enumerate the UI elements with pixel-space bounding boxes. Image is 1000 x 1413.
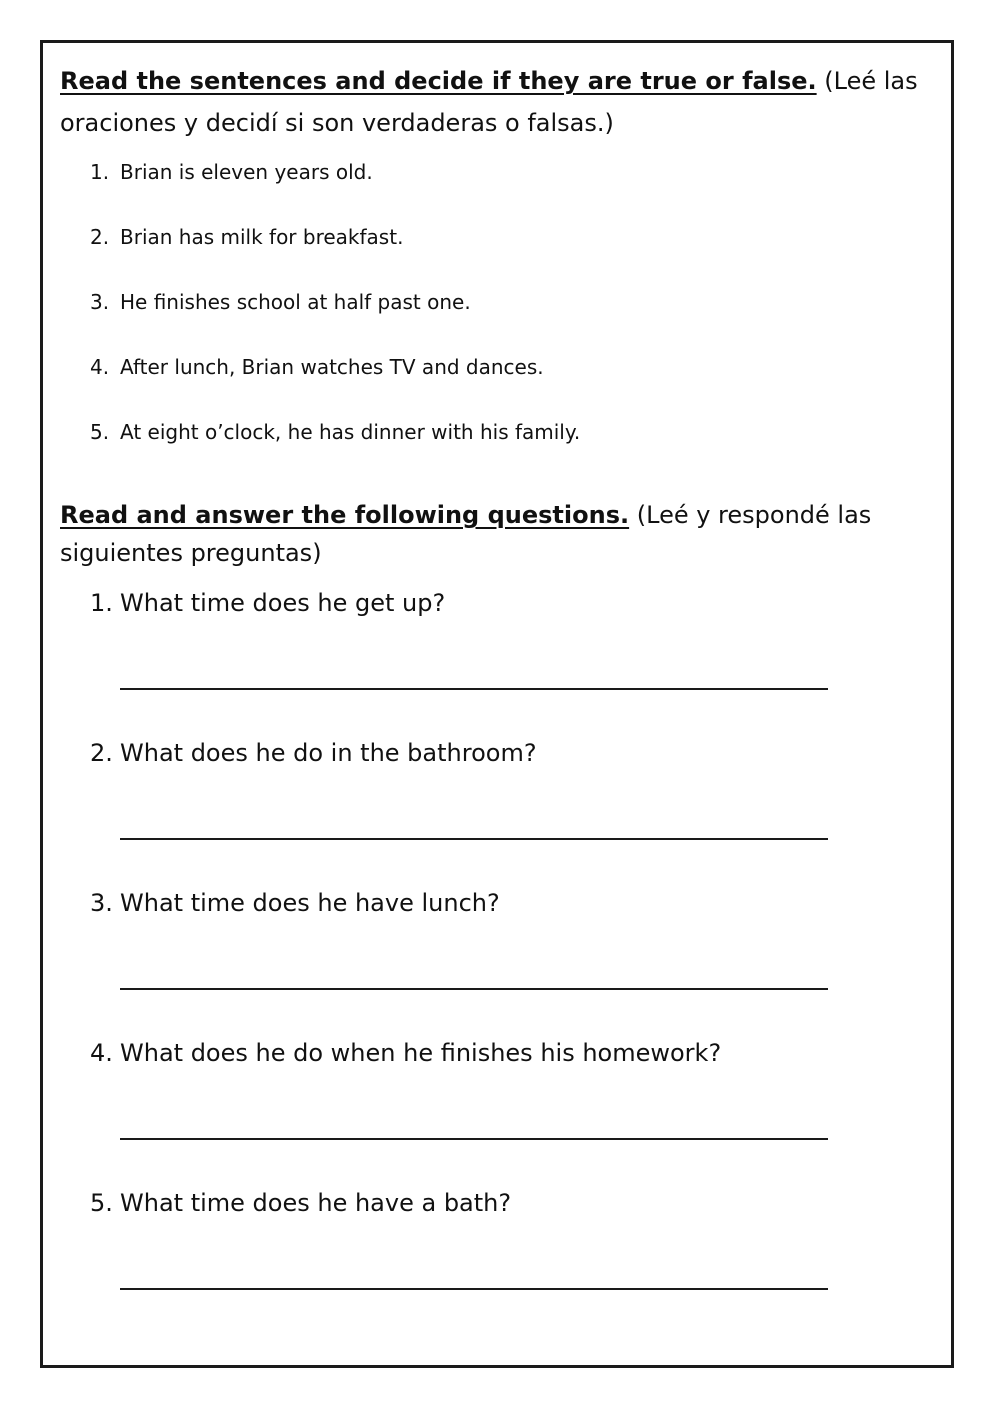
- question-number: 1.: [90, 589, 113, 617]
- statement-text: Brian is eleven years old.: [120, 160, 373, 184]
- question-text: What time does he have a bath?: [120, 1189, 512, 1217]
- statement-number: 4.: [90, 355, 110, 379]
- statement-text: After lunch, Brian watches TV and dances.: [120, 355, 544, 379]
- question-item-5: [90, 1187, 511, 1219]
- statement-number: 2.: [90, 225, 110, 249]
- question-text: What does he do when he finishes his homework?: [120, 1039, 722, 1067]
- statement-text: At eight o’clock, he has dinner with his family.: [120, 420, 581, 444]
- question-item-1: [90, 587, 445, 619]
- question-text: What time does he get up?: [120, 589, 446, 617]
- question-number: 2.: [90, 739, 113, 767]
- answer-line-3[interactable]: [120, 988, 828, 990]
- true-false-instructions: [60, 60, 940, 144]
- statement-number: 1.: [90, 160, 110, 184]
- statement-item-2: [90, 223, 403, 251]
- statement-number: 3.: [90, 290, 110, 314]
- answer-line-2[interactable]: [120, 838, 828, 840]
- questions-subtitle: (Leé y respondé las siguientes preguntas): [60, 501, 872, 567]
- statement-item-1: [90, 158, 373, 186]
- question-number: 3.: [90, 889, 113, 917]
- statement-text: Brian has milk for breakfast.: [120, 225, 404, 249]
- statement-item-5: [90, 418, 580, 446]
- answer-line-1[interactable]: [120, 688, 828, 690]
- statement-item-3: [90, 288, 471, 316]
- answer-line-5[interactable]: [120, 1288, 828, 1290]
- statement-number: 5.: [90, 420, 110, 444]
- question-text: What does he do in the bathroom?: [120, 739, 537, 767]
- true-false-subtitle: (Leé las oraciones y decidí si son verdaderas o falsas.): [60, 67, 918, 137]
- question-number: 4.: [90, 1039, 113, 1067]
- statement-text: He finishes school at half past one.: [120, 290, 471, 314]
- answer-line-4[interactable]: [120, 1138, 828, 1140]
- statement-item-4: [90, 353, 544, 381]
- question-item-4: [90, 1037, 721, 1069]
- question-item-3: [90, 887, 500, 919]
- question-number: 5.: [90, 1189, 113, 1217]
- true-false-title: Read the sentences and decide if they are true or false.: [60, 67, 817, 95]
- questions-instructions: [60, 496, 940, 572]
- question-item-2: [90, 737, 537, 769]
- questions-title: Read and answer the following questions.: [60, 501, 630, 529]
- question-text: What time does he have lunch?: [120, 889, 500, 917]
